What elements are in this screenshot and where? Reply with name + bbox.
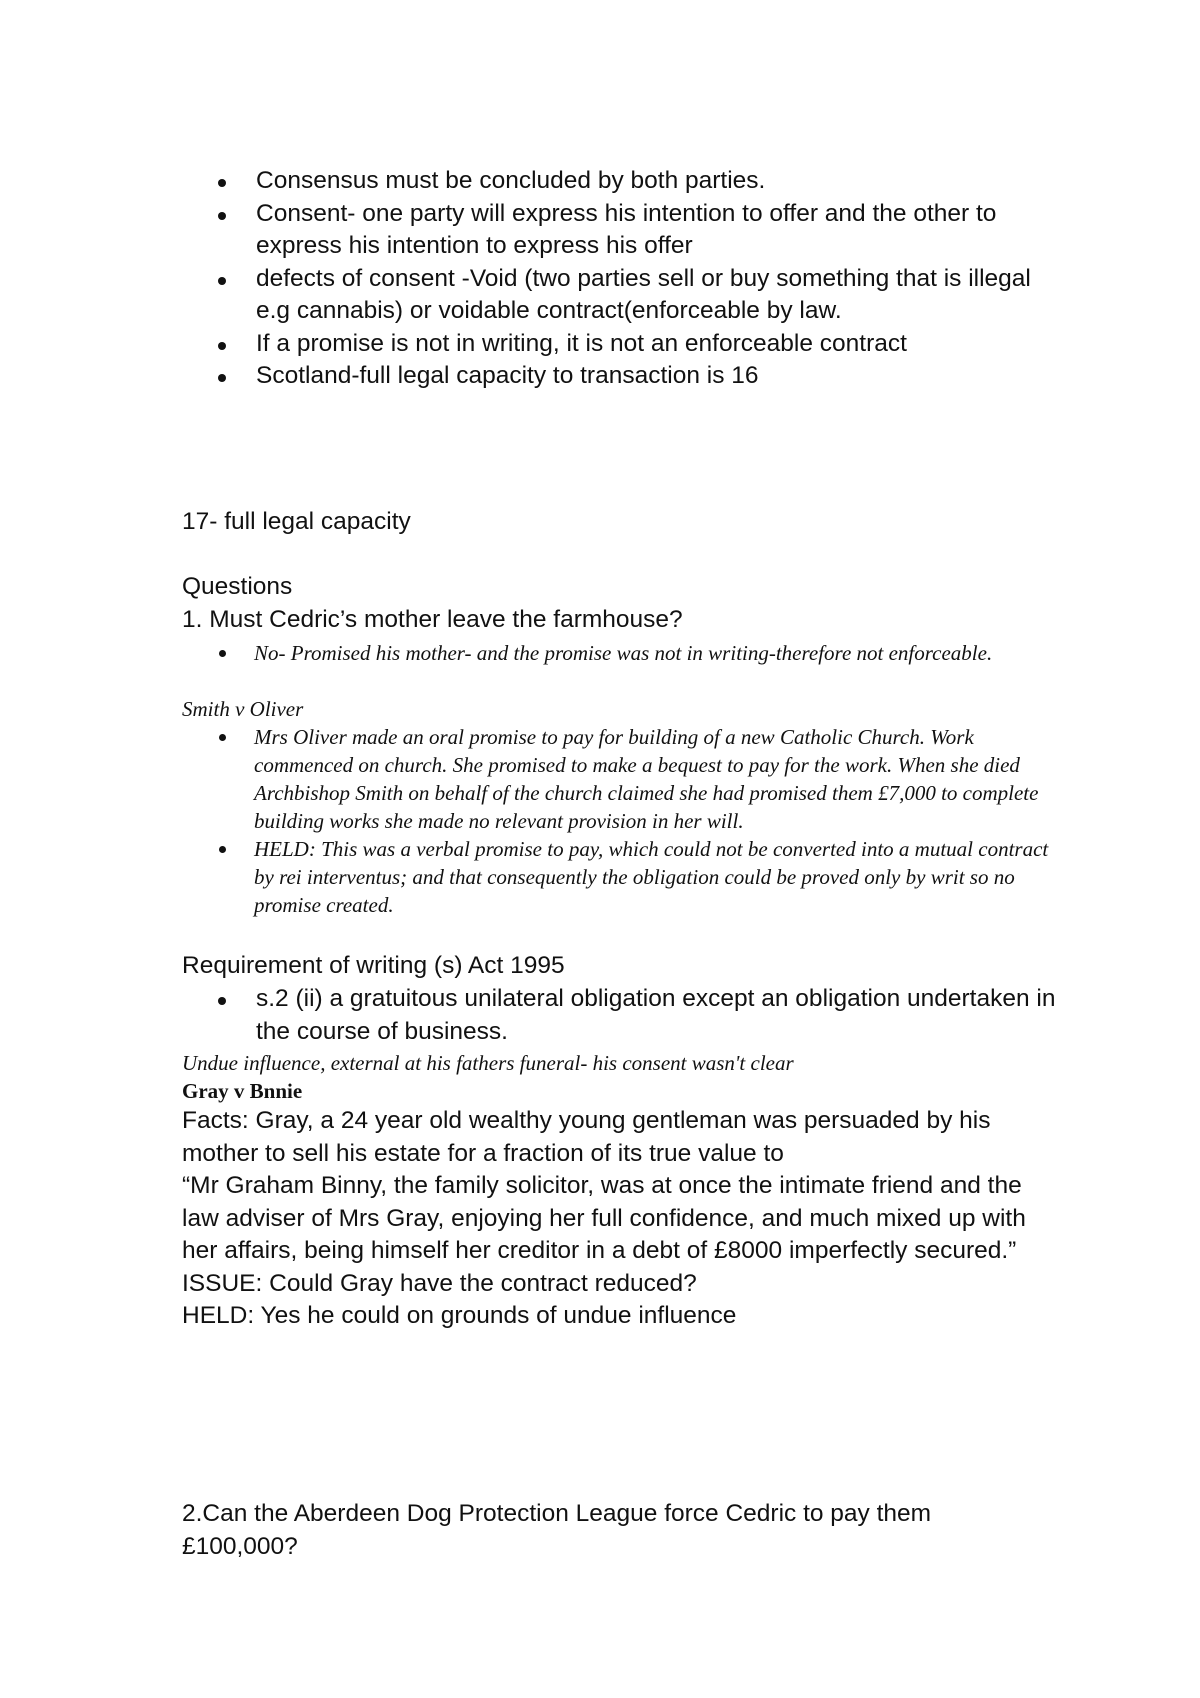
capacity-note: 17- full legal capacity xyxy=(182,508,411,535)
list-item xyxy=(182,723,1062,835)
bullet-text: Consent- one party will express his intention to offer and the other to express his intention to express his offer xyxy=(256,199,997,259)
question-1: 1. Must Cedric’s mother leave the farmhouse? xyxy=(182,606,683,633)
gray-quote: “Mr Graham Binny, the family solicitor, was at once the intimate friend and the law adviser of Mrs Gray, enjoying her full confidence, and much mixed up with her affairs, being himself her creditor in a debt of £8000 imperfectly secured.” xyxy=(182,1172,1026,1264)
bullet-icon xyxy=(219,846,226,853)
list-item xyxy=(182,198,1062,263)
bullet-icon xyxy=(218,277,226,285)
questions-heading: Questions xyxy=(182,573,293,600)
bullet-icon xyxy=(219,734,226,741)
list-item xyxy=(182,328,1062,361)
bullet-icon xyxy=(218,997,226,1005)
bullet-text: HELD: This was a verbal promise to pay, which could not be converted into a mutual contract by rei interventus; and that consequently the obligation could be proved only by writ so no promise created. xyxy=(254,837,1049,917)
list-item xyxy=(182,165,1062,198)
bullet-text: Mrs Oliver made an oral promise to pay for building of a new Catholic Church. Work commenced on church. She promised to make a bequest to pay for the work. When she died Archbishop Smith on behalf of the church claimed she had promised them £7,000 to complete building works she made no relevant provision in her will. xyxy=(254,725,1039,833)
list-item xyxy=(182,639,1062,667)
bullet-text: Scotland-full legal capacity to transaction is 16 xyxy=(256,362,759,389)
bullet-icon xyxy=(219,650,226,657)
bullet-icon xyxy=(218,374,226,382)
gray-issue: ISSUE: Could Gray have the contract reduced? xyxy=(182,1269,697,1297)
bullet-text: Consensus must be concluded by both parties. xyxy=(256,167,766,194)
requirement-heading: Requirement of writing (s) Act 1995 xyxy=(182,952,565,979)
case-smith-list xyxy=(182,723,1062,919)
gray-facts: Facts: Gray, a 24 year old wealthy young gentleman was persuaded by his mother to sell his estate for a fraction of its true value to xyxy=(182,1107,991,1167)
bullet-icon xyxy=(218,342,226,350)
list-item xyxy=(182,263,1062,328)
bullet-text: s.2 (ii) a gratuitous unilateral obligation except an obligation undertaken in the course of business. xyxy=(256,985,1056,1045)
case-title-gray-v-bnnie: Gray v Bnnie xyxy=(182,1079,303,1103)
gray-held: HELD: Yes he could on grounds of undue influence xyxy=(182,1302,737,1329)
bullet-text: If a promise is not in writing, it is not an enforceable contract xyxy=(256,329,907,357)
case-title-smith-v-oliver: Smith v Oliver xyxy=(182,697,304,721)
requirement-list xyxy=(182,983,1062,1048)
undue-influence-note: Undue influence, external at his fathers funeral- his consent wasn't clear xyxy=(182,1051,794,1075)
bullet-icon xyxy=(218,212,226,220)
intro-bullet-list xyxy=(182,165,1062,393)
bullet-text: defects of consent -Void (two parties sell or buy something that is illegal e.g cannabis) or voidable contract(enforceable by law. xyxy=(256,264,1031,324)
bullet-icon xyxy=(218,179,226,187)
gray-case-body xyxy=(182,1105,1062,1333)
answer-1-list xyxy=(182,639,1062,667)
bullet-text: No- Promised his mother- and the promise was not in writing-therefore not enforceable. xyxy=(254,641,993,665)
list-item xyxy=(182,835,1062,919)
question-2: 2.Can the Aberdeen Dog Protection League force Cedric to pay them £100,000? xyxy=(182,1500,932,1560)
list-item xyxy=(182,983,1062,1048)
list-item xyxy=(182,360,1062,393)
